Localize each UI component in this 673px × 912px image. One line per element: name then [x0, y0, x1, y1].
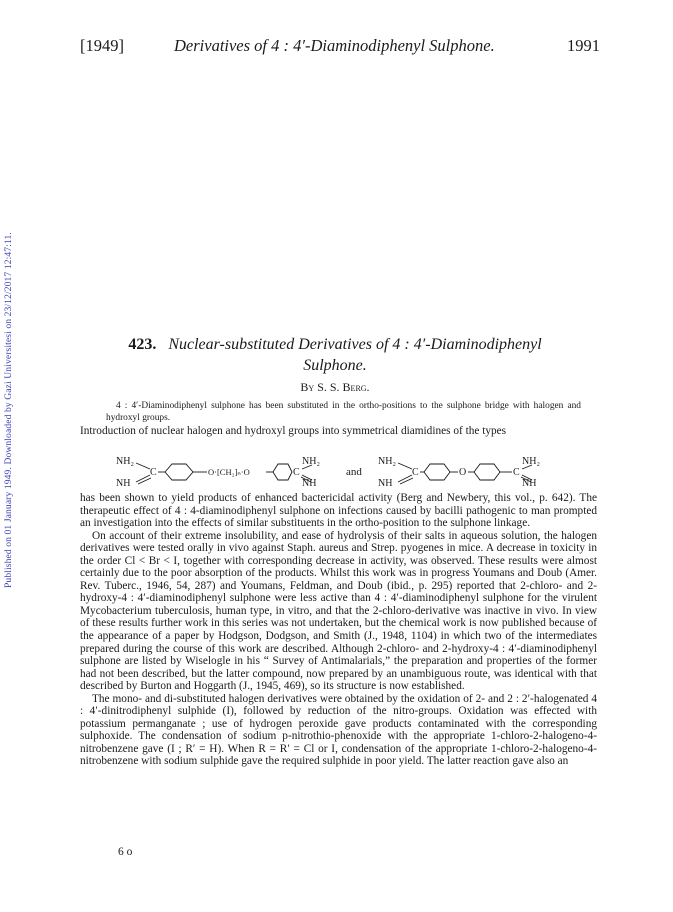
formula-left-nh-right: NH	[302, 478, 317, 489]
formula-right-nh2-right: NH₂	[522, 456, 540, 467]
running-header	[80, 36, 600, 56]
paragraph-2: On account of their extreme insolubility, and ease of hydrolysis of their salts in aqueous solution, the halogen derivatives were tested orally in vivo against Staph. aureus and Strep. pyogenes in mice. A decrease in toxicity in the order Cl < Br < I, together with corresponding decrease in activity, was observed. These results were almost certainly due to the poor absorption of the products. Whilst this work was in progress Youmans and Doub (Amer. Rev. Tuberc., 1946, 54, 287) and Youmans, Feldman, and Doub (ibid., p. 295) reported that 2-chloro- and 2-hydroxy-4 : 4′-diaminodiphenyl sulphone were less active than 4 : 4′-diaminodiphenyl sulphone for the virulent Mycobacterium tuberculosis, human type, in vitro, and that the 2-chloro-derivative was inactive in vivo. In view of these results further work in this series was not undertaken, but the chemical work is now published because of the appearance of a paper by Hodgson, Dodgson, and Smith (J., 1948, 1104) in which two of the intermediates prepared during the course of this work are described. Although 2-chloro- and 2-hydroxy-4 : 4′-diaminodiphenyl sulphone are listed by Wiselogle in his “ Survey of Antimalarials,” the preparation and properties of the former had not been described, but the latter compound, now prepared by an unambiguous route, was identical with that described by Burton and Hoggarth (J., 1945, 469), so its structure is now established.	[80, 529, 597, 693]
abstract: 4 : 4′-Diaminodiphenyl sulphone has been substituted in the ortho-positions to the sulphone bridge with halogen and hydroxyl groups.	[106, 401, 581, 423]
formula-right-nh2-left: NH₂	[378, 456, 396, 467]
benzene-ring-1	[165, 464, 193, 480]
formula-right-nh-right: NH	[522, 478, 537, 489]
header-title: Derivatives of 4 : 4′-Diaminodiphenyl Sulphone.	[174, 36, 495, 55]
formula-left-nh2-left: NH₂	[116, 456, 134, 467]
publication-stamp: Published on 01 January 1949. Downloaded by Gazi Universitesi on 23/12/2017 12:47:11.	[3, 232, 14, 588]
formula-and: and	[346, 466, 362, 478]
paragraph-3: The mono- and di-substituted halogen derivatives were obtained by the oxidation of 2- and 2 : 2′-halogenated 4 : 4′-dinitrodiphenyl sulphide (I), followed by reduction of the nitro-groups. Oxidation was effected with potassium permanganate ; use of hydrogen peroxide gave products contaminated with the corresponding sulphoxide. The condensation of sodium p-nitrothio-phenoxide with the appropriate 1-chloro-2-halogeno-4-nitrobenzene gave (I ; R′ = H). When R = R′ = Cl or I, condensation of the appropriate 1-chloro-2-halogeno-4-nitrobenzene with sodium sulphide gave the required sulphide in poor yield. The latter reaction gave also an	[80, 692, 597, 768]
intro-paragraph: Introduction of nuclear halogen and hydroxyl groups into symmetrical diamidines of the types	[80, 425, 507, 437]
benzene-ring-4	[474, 464, 500, 480]
article-title	[100, 334, 570, 376]
article-number: 423.	[128, 336, 157, 353]
page-number: 1991	[567, 36, 600, 55]
formula-right-c-left: C	[412, 467, 419, 478]
formula-right-linker: O	[459, 467, 467, 478]
author-byline: By S. S. Berg.	[300, 380, 370, 394]
formula-right-nh-left: NH	[378, 478, 393, 489]
header-year: [1949]	[80, 36, 124, 55]
signature-mark: 6 o	[118, 846, 133, 858]
formula-left-c-left: C	[150, 467, 157, 478]
benzene-ring-2	[273, 464, 292, 480]
formula-left-linker: O·[CH₂]ₙ·O	[208, 467, 250, 477]
title-line-1: Nuclear-substituted Derivatives of 4 : 4′-Diaminodiphenyl	[168, 336, 542, 353]
formula-right-c-right: C	[513, 467, 520, 478]
formula-left-nh-left: NH	[116, 478, 131, 489]
formula-left-c-right: C	[293, 467, 300, 478]
structural-formulas	[116, 453, 561, 491]
title-line-2: Sulphone.	[303, 357, 367, 374]
paragraph-1: has been shown to yield products of enhanced bactericidal activity (Berg and Newbery, this vol., p. 642). The therapeutic effect of 4 : 4-diaminodiphenyl sulphone on infections caused by bacilli pathogenic to man prompted an investigation into the effects of similar substituents in the ortho-position to the sulphone linkage.	[80, 492, 597, 530]
formula-left-nh2-right: NH₂	[302, 456, 320, 467]
publication-sidebar	[1, 158, 15, 588]
benzene-ring-3	[424, 464, 450, 480]
article-body	[80, 492, 597, 768]
